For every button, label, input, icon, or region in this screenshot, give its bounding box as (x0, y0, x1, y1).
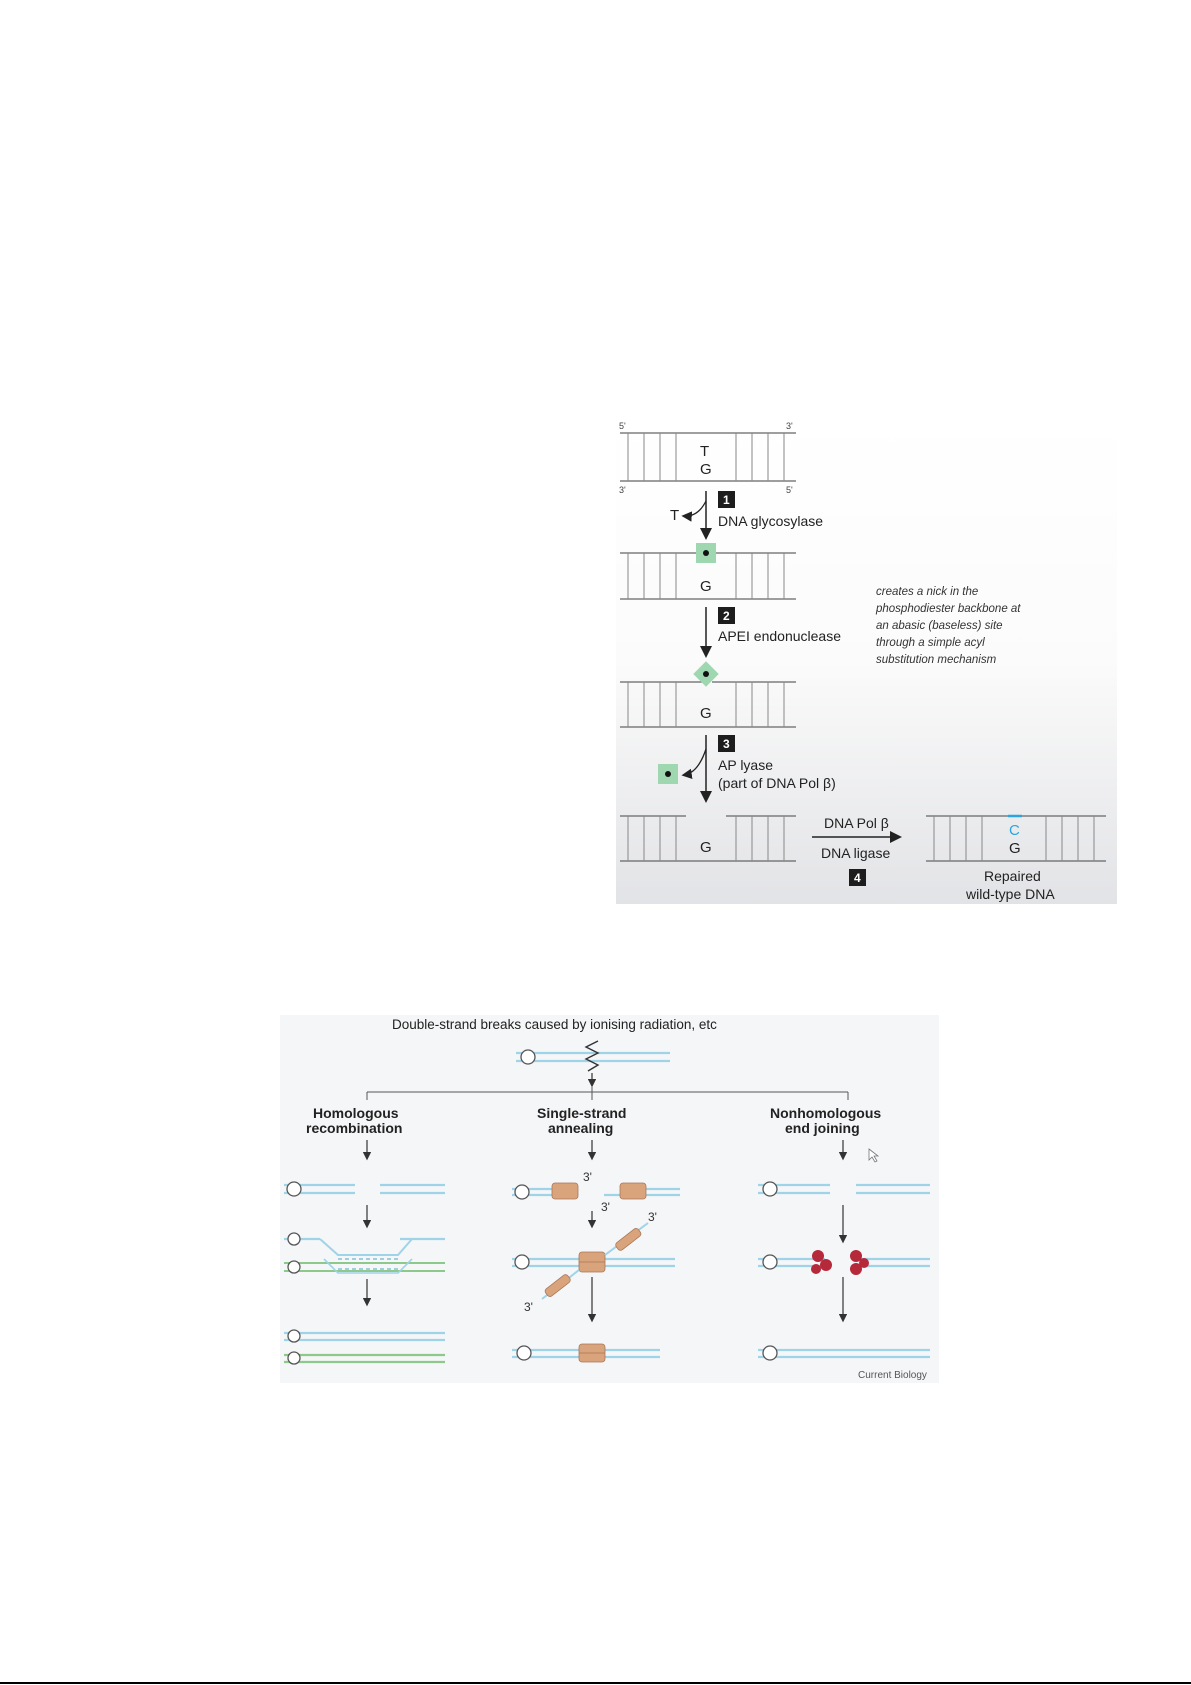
template-base: G (700, 461, 712, 478)
step-label: APEI endonuclease (718, 628, 841, 644)
cursor-icon (869, 1149, 878, 1162)
step-2 (706, 607, 841, 655)
pathway-title: end joining (785, 1120, 860, 1136)
result-label: Repaired (984, 868, 1041, 884)
template-base: G (700, 578, 712, 595)
result-label: wild-type DNA (966, 886, 1055, 902)
step-label: DNA glycosylase (718, 513, 824, 529)
svg-text:phosphodiester backbone at: phosphodiester backbone at (876, 603, 1021, 615)
ber-diagram (616, 419, 1117, 904)
double-strand-break-figure (280, 1015, 939, 1383)
dsb-diagram (280, 1015, 939, 1383)
pathway-title: Homologous (313, 1105, 399, 1121)
dna-nicked (620, 661, 796, 727)
step-3 (658, 735, 836, 800)
template-base: G (1009, 840, 1021, 857)
dna-mismatch (619, 421, 796, 495)
svg-text:an abasic (baseless) site: an abasic (baseless) site (876, 620, 1003, 632)
three-prime-end-label: 3' (601, 1200, 610, 1214)
pathway-title: annealing (548, 1120, 614, 1136)
step-number: 1 (723, 493, 730, 507)
dna-gapped (620, 816, 796, 861)
svg-text:creates a nick in the: creates a nick in the (876, 586, 979, 598)
five-prime-label: 5' (786, 485, 793, 495)
three-prime-end-label: 3' (524, 1300, 533, 1314)
nonhomologous-end-joining-column (758, 1140, 930, 1360)
step-number: 2 (723, 609, 730, 623)
homologous-recombination-column (284, 1140, 445, 1364)
mechanism-note (875, 586, 1021, 666)
broken-dna (516, 1041, 670, 1085)
base-excision-repair-figure (616, 419, 1117, 904)
dna-abasic (620, 543, 796, 599)
step-4 (812, 815, 899, 886)
dna-repaired (926, 816, 1106, 902)
pathway-title: Single-strand (537, 1105, 627, 1121)
step-number: 3 (723, 737, 730, 751)
step-sublabel: (part of DNA Pol β) (718, 775, 836, 791)
three-prime-label: 3' (619, 485, 626, 495)
five-prime-label: 5' (619, 421, 626, 431)
pathway-title: recombination (306, 1120, 403, 1136)
branch-lines (367, 1087, 848, 1100)
three-prime-end-label: 3' (583, 1170, 592, 1184)
single-strand-annealing-column (512, 1140, 680, 1362)
figure-title: Double-strand breaks caused by ionising radiation, etc (392, 1017, 717, 1032)
step-number: 4 (854, 871, 861, 885)
footer-rule (0, 1682, 1191, 1684)
template-base: G (700, 839, 712, 856)
credit-label: Current Biology (858, 1370, 927, 1381)
step-label: DNA Pol β (824, 815, 889, 831)
svg-text:through a simple acyl: through a simple acyl (876, 637, 985, 649)
mismatch-base: T (700, 443, 710, 460)
three-prime-end-label: 3' (648, 1210, 657, 1224)
ku-protein-icon (811, 1250, 869, 1275)
removed-base: T (670, 507, 680, 524)
step-sublabel: DNA ligase (821, 845, 891, 861)
inserted-base: C (1009, 822, 1020, 839)
svg-text:substitution mechanism: substitution mechanism (876, 654, 997, 666)
pathway-title: Nonhomologous (770, 1105, 882, 1121)
step-label: AP lyase (718, 757, 773, 773)
step-1 (670, 491, 823, 537)
three-prime-label: 3' (786, 421, 793, 431)
template-base: G (700, 705, 712, 722)
